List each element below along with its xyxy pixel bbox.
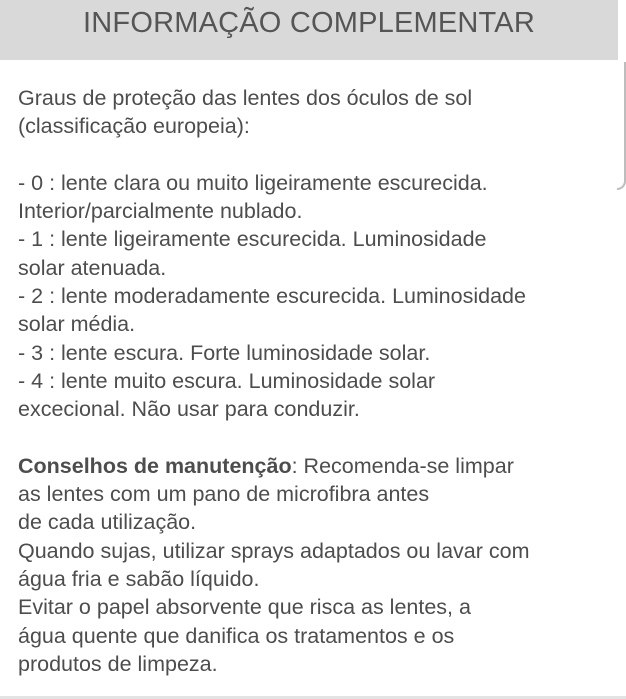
paragraph-spacer	[18, 424, 616, 452]
protection-intro-line: (classificação europeia):	[18, 114, 250, 139]
maintenance-line: de cada utilização.	[18, 510, 197, 535]
maintenance-line: água fria e sabão líquido.	[18, 567, 260, 592]
grade-line: - 3 : lente escura. Forte luminosidade solar.	[18, 340, 431, 365]
section-title: INFORMAÇÃO COMPLEMENTAR	[83, 6, 535, 39]
maintenance-line: Quando sujas, utilizar sprays adaptados ou lavar com	[18, 538, 530, 563]
grade-line: - 2 : lente moderadamente escurecida. Luminosidade	[18, 284, 526, 309]
section-header	[0, 0, 618, 60]
grade-line: - 0 : lente clara ou muito ligeiramente escurecida.	[18, 170, 488, 195]
grade-line: excecional. Não usar para conduzir.	[18, 397, 360, 422]
maintenance-line: as lentes com um pano de microfibra antes	[18, 482, 430, 507]
maintenance-first-line	[18, 452, 616, 480]
grade-line: Interior/parcialmente nublado.	[18, 199, 303, 224]
protection-intro-line: Graus de proteção das lentes dos óculos de sol	[18, 86, 473, 110]
maintenance-heading: Conselhos de manutenção	[18, 453, 292, 478]
grade-line: solar atenuada.	[18, 255, 167, 280]
maintenance-line: Evitar o papel absorvente que risca as lentes, a	[18, 595, 471, 620]
maintenance-line: água quente que danifica os tratamentos e os	[18, 623, 455, 648]
panel-corner-edge	[617, 62, 626, 190]
paragraph-spacer	[18, 141, 616, 169]
info-content	[18, 84, 616, 678]
maintenance-line: produtos de limpeza.	[18, 651, 218, 676]
grade-line: - 4 : lente muito escura. Luminosidade solar	[18, 368, 436, 393]
grade-line: solar média.	[18, 312, 136, 337]
grade-line: - 1 : lente ligeiramente escurecida. Luminosidade	[18, 227, 487, 252]
maintenance-first-line-text: : Recomenda-se limpar	[291, 453, 514, 478]
